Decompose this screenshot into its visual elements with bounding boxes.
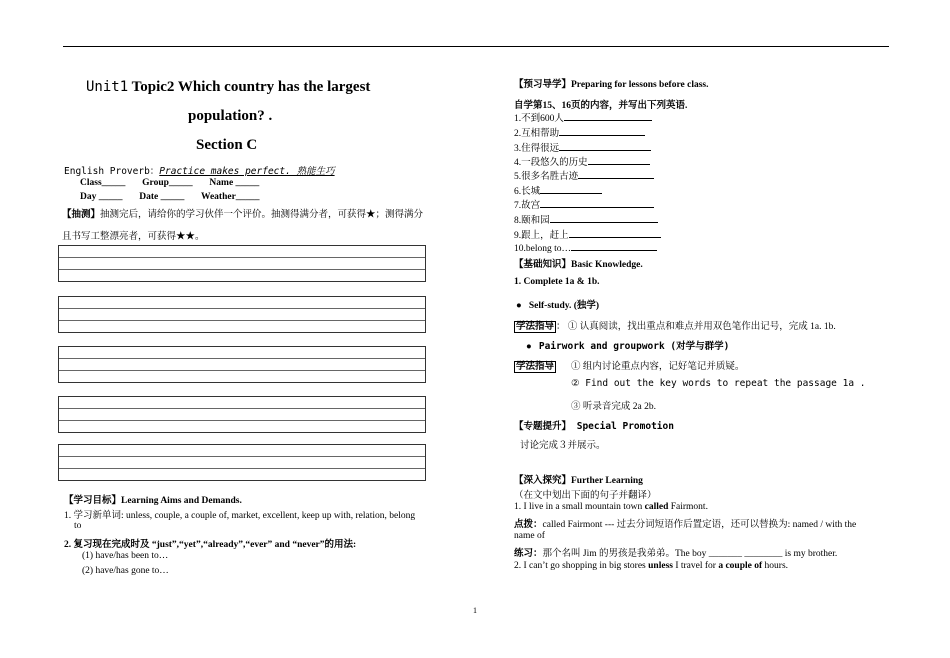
top-rule	[63, 46, 889, 47]
bullet-icon: ●	[516, 301, 522, 311]
preview-item: 3.住得很远	[514, 140, 651, 154]
answer-blank[interactable]	[571, 242, 657, 251]
preview-item: 6.长城	[514, 183, 602, 197]
method-guide-2-item-3: ③ 听录音完成 2a 2b.	[571, 402, 656, 412]
basic-heading: 【基础知识】Basic Knowledge.	[514, 260, 643, 270]
special-heading: 【专题提升】 Special Promotion	[514, 421, 674, 432]
writing-box-3[interactable]	[58, 346, 426, 383]
title-line-2: population? .	[188, 108, 273, 124]
writing-box-4[interactable]	[58, 396, 426, 433]
basic-complete: 1. Complete 1a & 1b.	[514, 277, 600, 287]
preview-item: 4.一段悠久的历史	[514, 154, 650, 168]
test-instruction-line-2: 且书写工整漂亮者，可获得★★。	[62, 232, 205, 242]
method-guide-2: 学法指导	[516, 362, 555, 372]
class-field[interactable]: Class_____	[80, 178, 126, 188]
aims-item-2: 2. 复习现在完成时及 “just”,“yet”,“already”,“ever” and “never”的用法:	[64, 540, 357, 550]
preview-item: 5.很多名胜古迹	[514, 168, 654, 182]
preview-heading: 【预习导学】Preparing for lessons before class.	[514, 80, 709, 90]
writing-box-2[interactable]	[58, 296, 426, 333]
writing-box-5[interactable]	[58, 444, 426, 481]
answer-blank[interactable]	[559, 127, 645, 136]
answer-blank[interactable]	[550, 214, 658, 223]
aims-item-1: 1. 学习新单词: unless, couple, a couple of, market, excellent, keep up with, relation, belong	[64, 511, 416, 521]
answer-blank[interactable]	[540, 185, 602, 194]
writing-box-1[interactable]	[58, 245, 426, 282]
title-line-1: Unit1 Topic2 Which country has the largest	[86, 79, 371, 95]
preview-item: 1.不到600人	[514, 110, 652, 124]
method-guide-2-item-1: ① 组内讨论重点内容，记好笔记并质疑。	[571, 362, 745, 372]
aims-sub-1: (1) have/has been to…	[82, 551, 169, 561]
info-row-2	[80, 192, 260, 202]
preview-instruction: 自学第15、16页的内容，并写出下列英语.	[514, 101, 688, 111]
method-guide-1: 学法指导 ： ① 认真阅读，找出重点和难点并用双色笔作出记号，完成 1a. 1b.	[516, 322, 836, 332]
further-practice: 练习：那个名叫 Jim 的男孩是我弟弟。The boy _______ ________ is my brother.	[514, 549, 838, 559]
pairwork: ● Pairwork and groupwork (对学与群学)	[526, 341, 730, 352]
special-text: 讨论完成３并展示。	[520, 441, 606, 451]
further-heading: 【深入探究】Further Learning	[514, 476, 643, 486]
method-guide-2-item-2: ② Find out the key words to repeat the passage 1a .	[571, 378, 866, 389]
preview-item: 2.互相帮助	[514, 125, 645, 139]
further-note: （在文中划出下面的句子并翻译）	[514, 491, 657, 501]
day-field[interactable]: Day _____	[80, 192, 123, 202]
further-sentence-1: 1. I live in a small mountain town called Fairmont.	[514, 502, 708, 512]
aims-heading: 【学习目标】Learning Aims and Demands.	[64, 496, 242, 506]
preview-item: 8.颐和园	[514, 212, 658, 226]
self-study: ● Self-study. (独学)	[516, 301, 600, 311]
name-field[interactable]: Name _____	[209, 178, 260, 188]
answer-blank[interactable]	[569, 229, 661, 238]
proverb: English Proverb：Practice makes perfect. 熟能生巧	[64, 166, 335, 177]
answer-blank[interactable]	[540, 199, 654, 208]
bullet-icon: ●	[526, 342, 532, 352]
preview-item: 10.belong to…	[514, 242, 657, 254]
date-field[interactable]: Date _____	[139, 192, 185, 202]
weather-field[interactable]: Weather_____	[200, 192, 260, 202]
preview-item: 7.故宫	[514, 197, 654, 211]
answer-blank[interactable]	[564, 112, 652, 121]
aims-item-1-cont: to	[74, 521, 82, 531]
answer-blank[interactable]	[588, 156, 650, 165]
group-field[interactable]: Group_____	[142, 178, 193, 188]
preview-item: 9.跟上，赶上	[514, 227, 661, 241]
answer-blank[interactable]	[578, 170, 654, 179]
further-tip-cont: name of	[514, 531, 545, 541]
page-number: 1	[473, 606, 477, 615]
answer-blank[interactable]	[559, 142, 651, 151]
info-row-1	[80, 178, 259, 188]
aims-sub-2: (2) have/has gone to…	[82, 566, 169, 576]
section-title: Section C	[196, 137, 258, 153]
further-sentence-2: 2. I can’t go shopping in big stores unless I travel for a couple of hours.	[514, 561, 789, 571]
further-tip: 点拨：called Fairmont --- 过去分词短语作后置定语，还可以替换为: named / with the	[514, 520, 857, 530]
test-instruction-line-1: 【抽测】抽测完后，请给你的学习伙伴一个评价。抽测得满分者，可获得★；测得满分	[62, 210, 424, 220]
